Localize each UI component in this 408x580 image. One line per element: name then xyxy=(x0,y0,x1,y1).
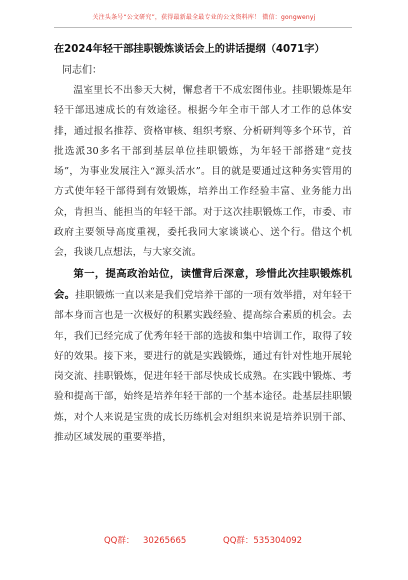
header-banner: 关注头条号“公文研究”，获得最新最全最专业的公文资料库！ 微信：gongwenyj xyxy=(92,14,316,21)
paragraph-section1 xyxy=(54,264,352,449)
document-body xyxy=(54,81,352,448)
document-title: 在2024年轻干部挂职锻炼谈话会上的讲话提纲（4071字） xyxy=(54,44,325,55)
header-divider xyxy=(54,27,352,28)
section-heading: 第一，提高政治站位，读懂背后深意，珍惜此次挂职锻炼机会。 xyxy=(54,267,352,301)
footer-qq-group-2: QQ群：535304092 xyxy=(223,536,303,546)
footer xyxy=(54,534,352,546)
salutation: 同志们： xyxy=(62,65,102,76)
paragraph-intro: 温室里长不出参天大树，懈怠者干不成宏图伟业。挂职锻炼是年轻干部迅速成长的有效途径。根据今年全市干部人才工作的总体安排，通过报名推荐、资格审核、组织考察、分析研判等多个环节，首批选派30多名干部到基层单位挂职锻炼，为年轻干部搭建“竞技场”，为事业发展注入“源头活水”。目的就是要通过这种务实管用的方式使年轻干部得到有效锻炼，培养出工作经验丰富、业务能力出众，肯担当、能担当的年轻干部。对于这次挂职锻炼工作，市委、市政府主要领导高度重视，委托我同大家谈谈心、送个行。借这个机会，我谈几点想法，与大家交流。 xyxy=(54,85,352,259)
footer-qq-group-1: QQ群： 30265665 xyxy=(103,536,187,546)
section-body: 挂职锻炼一直以来是我们党培养干部的一项有效举措，对年轻干部本身而言也是一次极好的积累实践经验、提高综合素质的机会。去年，我们已经完成了优秀年轻干部的选拔和集中培训工作，取得了较好的效果。接下来，要进行的就是实践锻炼，通过有针对性地开展轮岗交流、挂职锻炼，促进年轻干部尽快成长成熟。在实践中锻炼、考验和提高干部，始终是培养年轻干部的一个基本途径。赴基层挂职锻炼，对个人来说是宝贵的成长历练机会对组织来说是培养识别干部、推动区域发展的重要举措， xyxy=(54,289,352,444)
